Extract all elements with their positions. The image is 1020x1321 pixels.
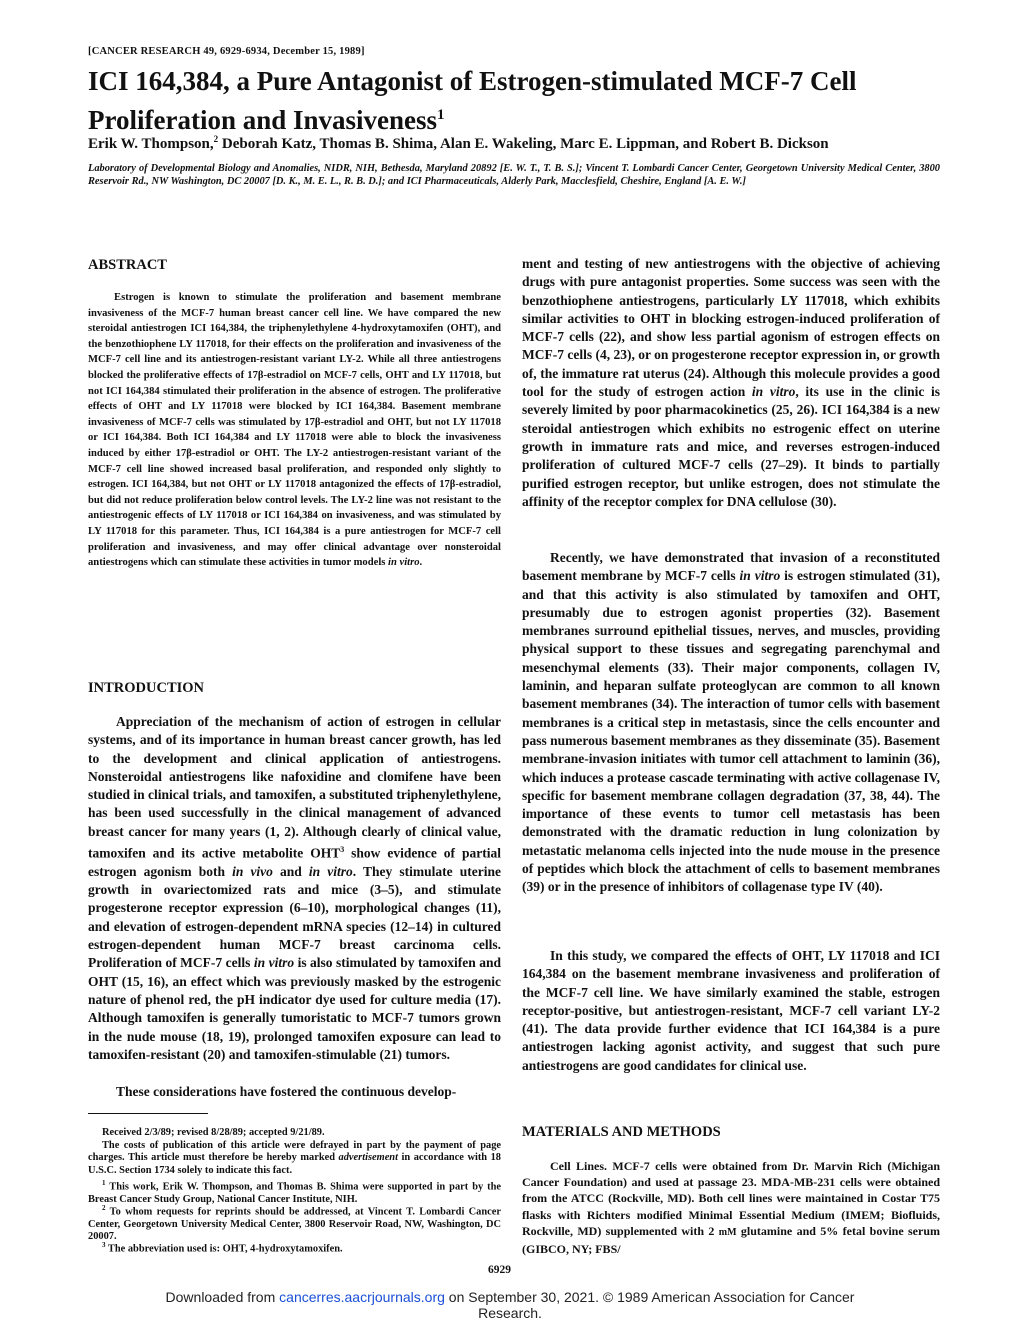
intro-italic-2: in vitro [308, 863, 353, 879]
intro-footnote-mark: 3 [340, 845, 345, 855]
footnote-received: Received 2/3/89; revised 8/28/89; accepted 9/21/89. [102, 1127, 325, 1138]
download-prefix: Downloaded from [165, 1289, 280, 1305]
footnote-costs-a: The costs of publication of this article were defrayed in part by the payment of page charges. This article must therefore be hereby marked [88, 1140, 501, 1164]
right-p2-text-b: is estrogen stimulated (31), and that this activity is also stimulated by tamoxifen and OHT, presumably due to estrogen agonist properties (32). Basement membranes surround epithelial tissues, nerves, and muscles, providing physical support to these tissues and segregating parenchymal and mesenchymal elements (33). Their major components, collagen IV, laminin, and heparan sulfate proteoglycan are common to all known basement membranes (34). The interaction of tumor cells with basement membranes is a critical step in metastasis, since the cells encounter and pass numerous basement membranes as they disseminate (35). Basement membrane-invasion initiates with tumor cell attachment to laminin (36), which induces a protease cascade terminating with active collagenase IV, specific for basement membrane collagen degradation (37, 38, 44). The importance of these events to tumor cell metastasis has been demonstrated with the dramatic reduction in lung colonization by metastatic melanoma cells injected into the nude mouse in the presence of peptides which block the attachment of cells to basement membranes (39) or in the presence of inhibitors of collagenase type IV (40). [522, 568, 940, 895]
abstract-italic: in vitro [388, 557, 420, 569]
intro-text-e: is also stimulated by tamoxifen and OHT (15, 16), an effect which was previously masked by the estrogenic nature of phenol red, the pH indicator dye used for culture media (17). Although tamoxifen is generally tumoristatic to MCF-7 tumors grown in the nude mouse (18, 19), prolonged tamoxifen exposure can lead to tamoxifen-resistant (20) and tamoxifen-stimulable (21) tumors. [88, 955, 501, 1062]
right-p2-italic: in vitro [739, 568, 781, 584]
abstract-end: . [419, 557, 423, 569]
methods-lead: Cell Lines. [550, 1159, 608, 1173]
right-p1-text-a: ment and testing of new antiestrogens with the objective of achieving drugs with pure antagonist properties. Some success was seen with the benzothiophene antiestrogens, particularly LY 117018, which exhibits similar activities to OHT in blocking estrogen-induced proliferation of MCF-7 cells (22), and show less partial agonism of estrogen effects on MCF-7 cells (4, 23), or on progesterone receptor expression in, or growth of, the immature rat uterus (24). Although this molecule provides a good tool for the study of estrogen action [522, 256, 940, 400]
footnote-2-mark: 2 [102, 1204, 106, 1212]
footnote-costs-italic: advertisement [338, 1152, 398, 1164]
footnote-2-text: To whom requests for reprints should be addressed, at Vincent T. Lombardi Cancer Center, Georgetown University Medical Center, 3800 Reservoir Road, NW, Washington, DC 20007. [88, 1206, 501, 1243]
intro-text-a: Appreciation of the mechanism of action of estrogen in cellular systems, and of its importance in human breast cancer growth, has led to the development and clinical application of antiestrogens. Nonsteroidal antiestrogens like nafoxidine and clomifene have been studied in clinical trials, and tamoxifen, a substituted triphenylethylene, has been used successfully in the clinical management of advanced breast cancer for many years (1, 2). Although clearly of clinical value, tamoxifen and its active metabolite OHT [88, 714, 501, 861]
intro-text-c: and [272, 863, 309, 879]
right-p1-text-b: , its use in the clinic is severely limited by poor pharmacokinetics (25, 26). ICI 164,384 is a new steroidal antiestrogen which exhibits no estrogenic effect on uterine growth in immature rats and mice, and reverses estrogen-induced proliferation of cultured MCF-7 cells (27–29). It binds to partially purified estrogen receptor, but unlike estrogen, does not stimulate the affinity of the receptor complex for DNA cellulose (30). [522, 384, 941, 509]
journal-reference: [CANCER RESEARCH 49, 6929-6934, December 15, 1989] [88, 46, 365, 57]
introduction-paragraph-2: These considerations have fostered the continuous develop- [116, 1084, 457, 1099]
footnote-1-mark: 1 [102, 1179, 106, 1187]
page-number: 6929 [488, 1264, 511, 1276]
introduction-heading: INTRODUCTION [88, 680, 205, 696]
abstract-body: Estrogen is known to stimulate the proliferation and basement membrane invasiveness of the MCF-7 human breast cancer cell line. We have compared the new steroidal antiestrogen ICI 164,384, the triphenylethylene 4-hydroxytamoxifen (OHT), and the benzothiophene LY 117018, for their effects on the proliferation and invasiveness of the MCF-7 cell line and its antiestrogen-resistant variant LY-2. While all three antiestrogens blocked the proliferative effects of 17β-estradiol on MCF-7 cells, OHT and LY 117018, but not ICI 164,384 stimulated their proliferation in the absence of estrogen. The proliferative effects of OHT and LY 117018 were blocked by ICI 164,384. Basement membrane invasiveness of MCF-7 cells was stimulated by 17β-estradiol and OHT, but not LY 117018 or ICI 164,384. Both ICI 164,384 and LY 117018 were able to block the invasiveness induced by either 17β-estradiol or OHT. The LY-2 antiestrogen-resistant variant of the MCF-7 cell line showed increased basal proliferation, and responded only slightly to estrogen. ICI 164,384, but not OHT or LY 117018 antagonized the effects of 17β-estradiol, but did not reduce proliferation below control levels. The LY-2 line was not resistant to the antiestrogenic effects of LY 117018 or ICI 164,384 on invasiveness, and was stimulated by LY 117018 for this parameter. Thus, ICI 164,384 is a pure antiestrogen for MCF-7 cell proliferation and invasiveness, and may offer clinical advantage over nonsteroidal antiestrogens which can stimulate these activities in tumor models [88, 292, 501, 569]
right-paragraph-3: In this study, we compared the effects of OHT, LY 117018 and ICI 164,384 on the basement membrane invasiveness and proliferation of the MCF-7 cell line. We have similarly examined the stable, estrogen receptor-positive, but antiestrogen-resistant, MCF-7 cell variant LY-2 (41). The data provide further evidence that ICI 164,384 is a pure antiestrogen lacking agonist activity, and suggest that such pure antiestrogens are good candidates for clinical use. [522, 948, 940, 1073]
intro-text-b: show evidence of partial estrogen agonism both [88, 845, 501, 879]
abstract-text [88, 290, 501, 571]
footnote-divider [88, 1113, 208, 1114]
download-suffix: on September 30, 2021. © 1989 American Association for Cancer [444, 1289, 855, 1305]
abstract-heading: ABSTRACT [88, 257, 167, 273]
intro-text-d: . They stimulate uterine growth in ovariectomized rats and mice (3–5), and stimulate progesterone receptor expression (6–10), morphological changes (11), and elevation of estrogen-dependent mRNA species (12–14) in cultured estrogen-dependent human MCF-7 breast carcinoma cells. Proliferation of MCF-7 cells [88, 863, 501, 971]
footnote-1-text: This work, Erik W. Thompson, and Thomas B. Shima were supported in part by the Breast Cancer Study Group, National Cancer Institute, NIH. [88, 1181, 501, 1205]
affiliations: Laboratory of Developmental Biology and Anomalies, NIDR, NIH, Bethesda, Maryland 20892 [E. W. T., T. B. S.]; Vincent T. Lombardi Cancer Center, Georgetown University Medical Center, 3800 Reservoir Rd., NW Washington, DC 20007 [D. K., M. E. L., R. B. D.]; and ICI Pharmaceuticals, Alderly Park, Macclesfield, Cheshire, England [A. E. W.] [88, 163, 940, 187]
methods-unit: mM [718, 1226, 737, 1238]
footnote-3-mark: 3 [102, 1241, 106, 1249]
footnote-costs [88, 1140, 501, 1177]
article-title [88, 64, 948, 137]
footnote-3-text: The abbreviation used is: OHT, 4-hydroxytamoxifen. [107, 1243, 343, 1255]
methods-text-b: glutamine and 5% fetal bovine serum (GIBCO, NY; FBS/ [522, 1223, 940, 1257]
intro-italic-1: in vivo [232, 863, 273, 879]
other-authors: Deborah Katz, Thomas B. Shima, Alan E. Wakeling, Marc E. Lippman, and Robert B. Dickson [218, 136, 829, 152]
author-list [88, 134, 968, 153]
introduction-paragraph-1 [88, 713, 501, 1064]
title-text: ICI 164,384, a Pure Antagonist of Estrogen-stimulated MCF-7 Cell Proliferation and Invasiveness [88, 66, 857, 135]
methods-paragraph [522, 1158, 940, 1257]
right-paragraph-1 [522, 255, 940, 511]
methods-text-a: MCF-7 cells were obtained from Dr. Marvin Rich (Michigan Cancer Foundation) and used at passage 23. MDA-MB-231 cells were obtained from the ATCC (Rockville, MD). Both cell lines were maintained in Costar T75 flasks with Richters modified Minimal Essential Medium (IMEM; Biofluids, Rockville, MD) supplemented with 2 [522, 1159, 940, 1238]
methods-heading: MATERIALS AND METHODS [522, 1124, 721, 1140]
title-footnote-mark: 1 [437, 107, 445, 123]
right-paragraph-2 [522, 549, 940, 897]
right-p1-italic: in vitro [751, 384, 796, 400]
footnote-2 [88, 1202, 501, 1244]
right-p2-text-a: Recently, we have demonstrated that invasion of a reconstituted basement membrane by MCF-7 cells [522, 550, 940, 584]
download-line-2: Research. [478, 1305, 542, 1321]
journal-link[interactable]: cancerres.aacrjournals.org [279, 1289, 445, 1305]
first-author: Erik W. Thompson, [88, 136, 214, 152]
author-footnote-mark: 2 [213, 134, 219, 144]
download-notice [0, 1289, 1020, 1321]
footnote-costs-b: in accordance with 18 U.S.C. Section 1734 solely to indicate this fact. [88, 1152, 501, 1176]
footnote-3 [88, 1239, 501, 1256]
intro-italic-3: in vitro [253, 955, 295, 971]
